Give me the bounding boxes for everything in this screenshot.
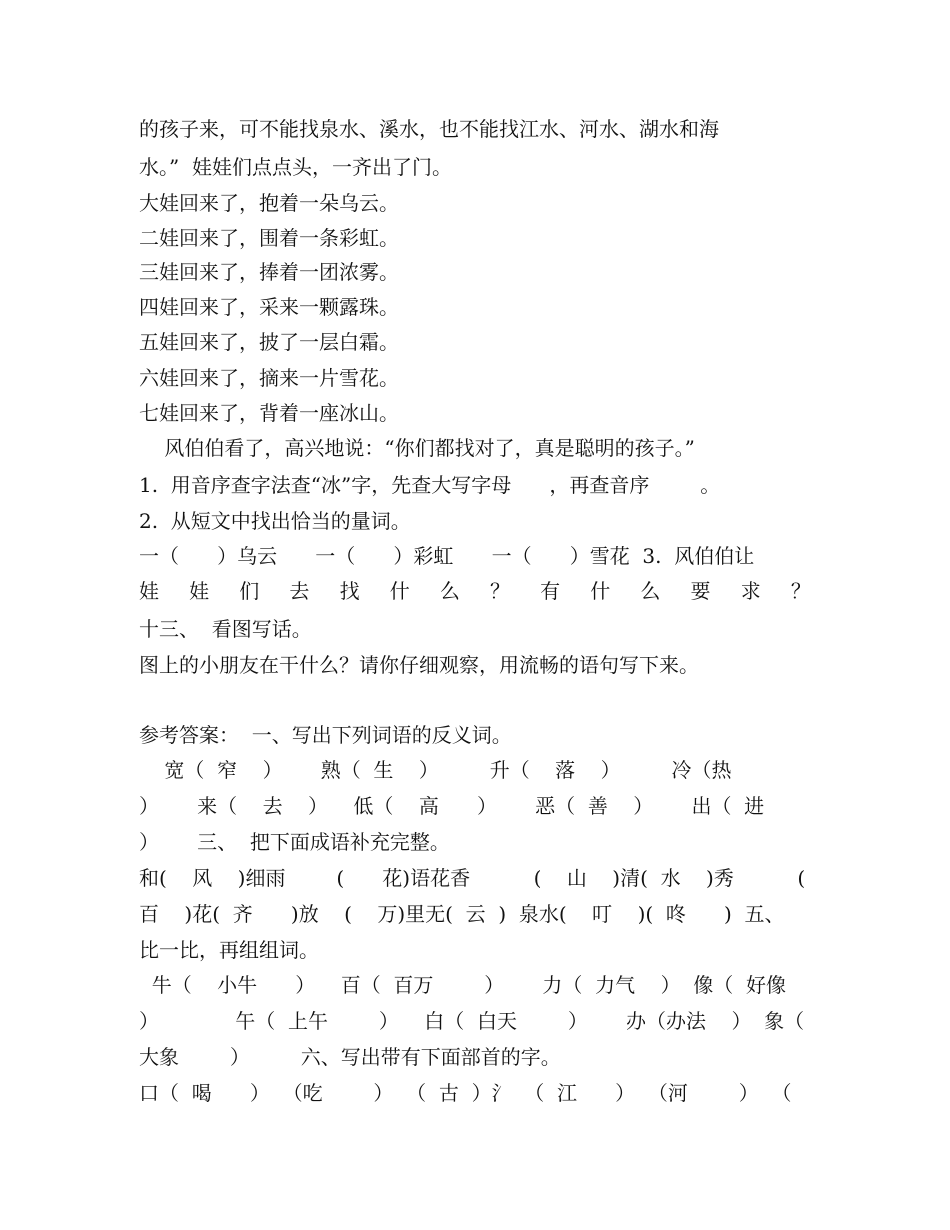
- compare-words-line-1: 牛（ 小牛 ） 百（ 百万 ） 力（ 力气 ） 像（ 好像: [139, 973, 787, 997]
- text-line-2: 水。” 娃娃们点点头，一齐出了门。: [139, 155, 452, 179]
- section-5-line: 比一比，再组组词。: [139, 938, 319, 962]
- antonyms-line-2: ） 来（ 去 ） 低（ 高 ） 恶（ 善 ） 出（ 进: [139, 794, 765, 818]
- text-line-3: 大娃回来了，抱着一朵乌云。: [139, 191, 399, 215]
- justified-char: 们: [239, 579, 260, 603]
- justified-char: 有: [540, 579, 561, 603]
- text-line-9: 七娃回来了，背着一座冰山。: [139, 401, 399, 425]
- text-line-7: 五娃回来了，披了一层白霜。: [139, 330, 399, 354]
- question-3-line: [139, 574, 811, 608]
- question-1-line: 1. 用音序查字法查“冰”字，先查大写字母 ，再查音序 。: [139, 473, 721, 497]
- answer-key-heading: 参考答案： 一、写出下列词语的反义词。: [139, 723, 512, 747]
- picture-writing-prompt: 图上的小朋友在干什么？请你仔细观察，用流畅的语句写下来。: [139, 653, 699, 677]
- justified-char: ？: [489, 579, 510, 603]
- justified-char: 娃: [189, 579, 210, 603]
- idioms-line-1: 和( 风 )细雨 ( 花)语花香 ( 山 )清( 水 )秀 (: [139, 866, 806, 890]
- justified-char: 要: [690, 579, 711, 603]
- compare-words-line-2: ） 午（ 上午 ） 白（ 白天 ） 办（办法 ） 象（: [139, 1009, 805, 1033]
- text-line-8: 六娃回来了，摘来一片雪花。: [139, 366, 399, 390]
- question-2-line: 2. 从短文中找出恰当的量词。: [139, 509, 411, 533]
- justified-char: ？: [790, 579, 811, 603]
- justified-char: 找: [339, 579, 360, 603]
- section-13-heading: 十三、 看图写话。: [139, 617, 312, 641]
- idioms-line-2: 百 )花( 齐 )放 ( 万)里无( 云 ) 泉水( 叮 )( 咚 ) 五、: [139, 902, 785, 926]
- text-line-6: 四娃回来了，采来一颗露珠。: [139, 295, 399, 319]
- justified-char: 么: [640, 579, 661, 603]
- justified-char: 么: [439, 579, 460, 603]
- text-line-10: 风伯伯看了，高兴地说：“你们都找对了，真是聪明的孩子。”: [139, 436, 695, 460]
- question-3-text: 娃: [139, 579, 159, 603]
- measure-word-blanks-line: 一（ ）乌云 一（ ）彩虹 一（ ）雪花 3. 风伯伯让: [139, 544, 755, 568]
- justified-char: 求: [740, 579, 761, 603]
- justified-char: 什: [590, 579, 611, 603]
- section-3-line: ） 三、 把下面成语补充完整。: [139, 830, 450, 854]
- justified-char: 什: [389, 579, 410, 603]
- antonyms-line-1: 宽（ 窄 ） 熟（ 生 ） 升（ 落 ） 冷（热: [139, 758, 732, 782]
- radicals-line: 口（ 喝 ） （吃 ） （ 古 ）氵 （ 江 ） （河 ） （: [139, 1081, 792, 1105]
- justified-char: 去: [289, 579, 310, 603]
- text-line-4: 二娃回来了，围着一条彩虹。: [139, 226, 399, 250]
- section-6-line: 大象 ） 六、写出带有下面部首的字。: [139, 1045, 561, 1069]
- text-line-5: 三娃回来了，捧着一团浓雾。: [139, 260, 399, 284]
- text-line-1: 的孩子来，可不能找泉水、溪水，也不能找江水、河水、湖水和海: [139, 117, 719, 141]
